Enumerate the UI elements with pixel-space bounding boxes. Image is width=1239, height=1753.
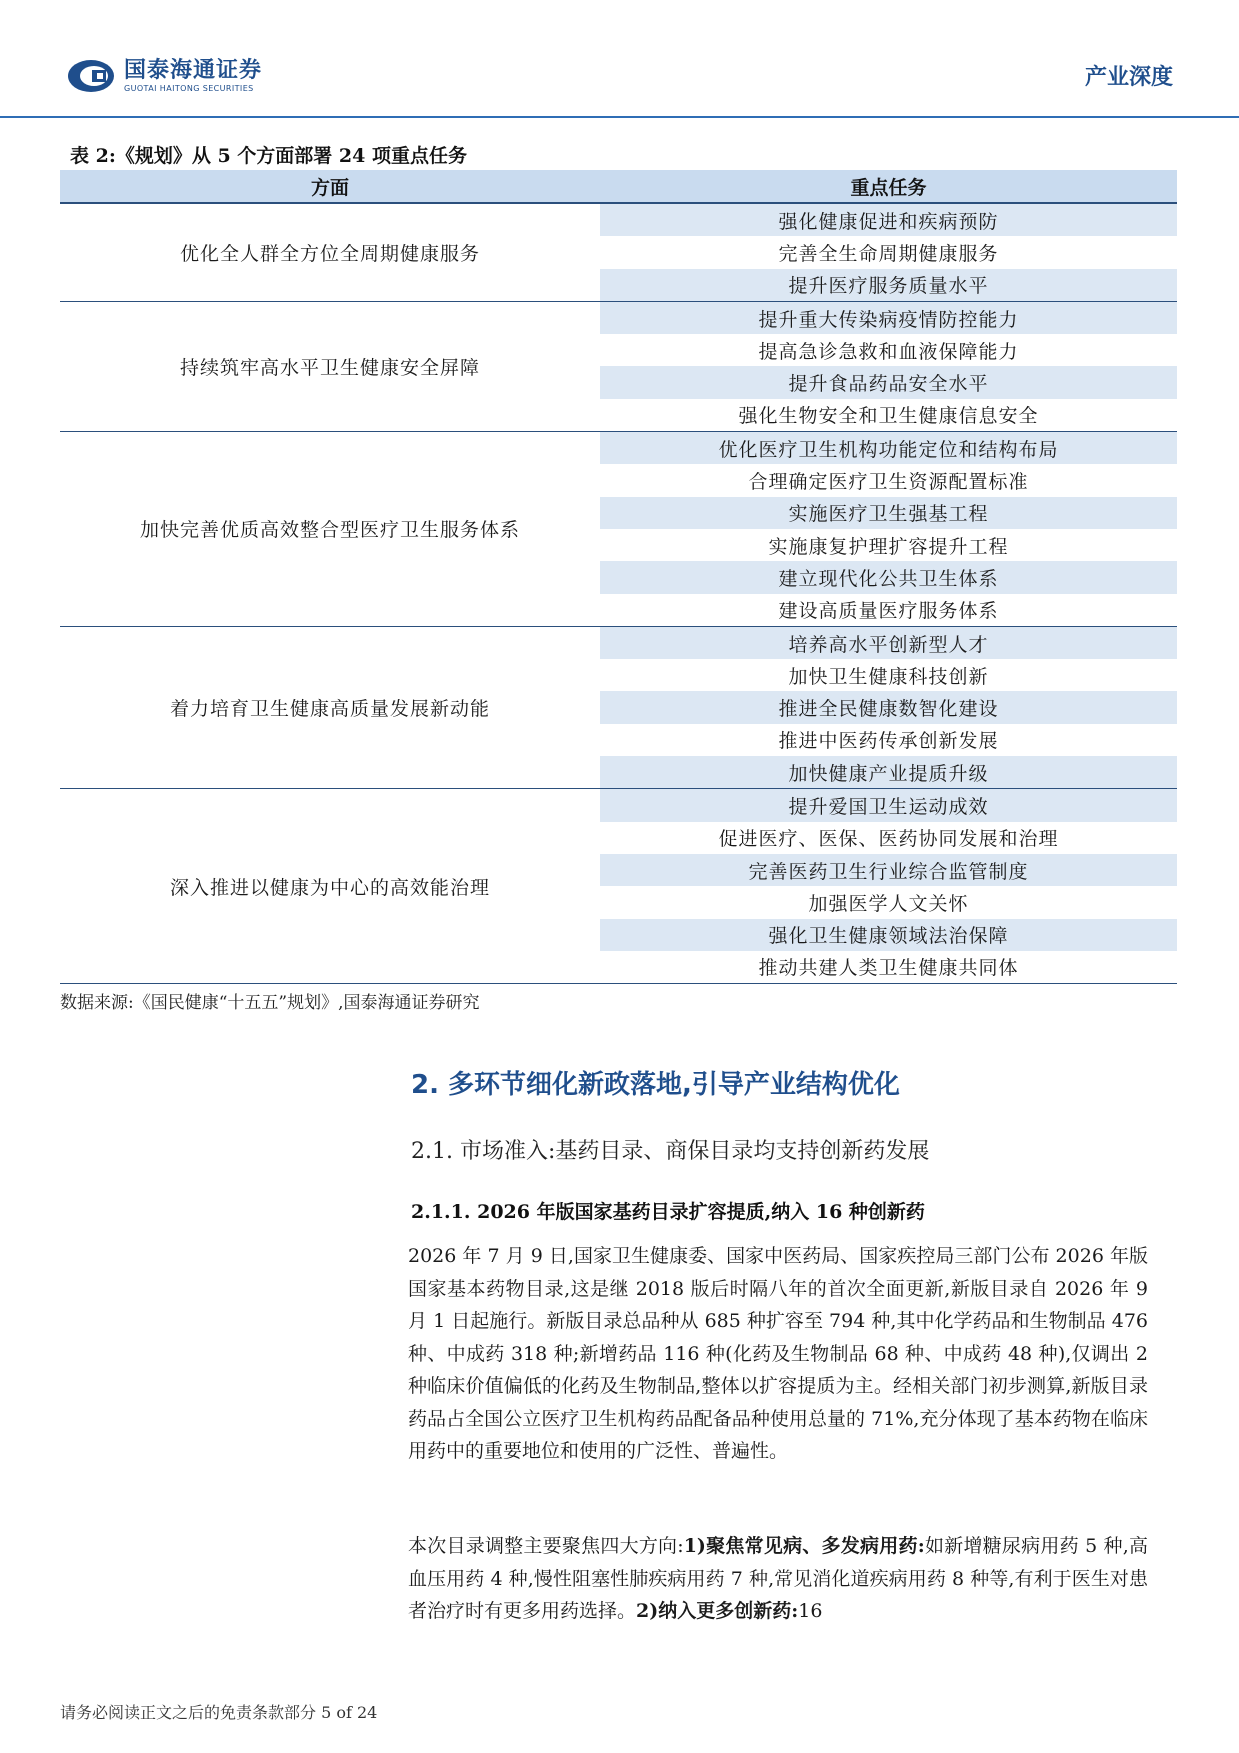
aspect-cell: 着力培育卫生健康高质量发展新动能 [60,626,600,788]
task-cell: 推进全民健康数智化建设 [600,691,1177,723]
paragraph-2-point-1: 1)聚焦常见病、多发病用药: [683,1535,925,1557]
logo-name-cn: 国泰海通证券 [124,58,263,83]
paragraph-2-point-1-text: 如新增糖尿病用药 5 种,高血压用药 4 种,慢性阻塞性肺疾病用药 7 种,常见消化道疾病用药 8 种等,有利于医生对患者治疗时有更多用药选择。 [408,1535,1148,1622]
page-footer: 请务必阅读正文之后的免责条款部分 5 of 24 [60,1703,378,1722]
task-cell: 合理确定医疗卫生资源配置标准 [748,471,1029,494]
aspect-cell: 优化全人群全方位全周期健康服务 [60,203,600,301]
task-cell: 实施康复护理扩容提升工程 [768,535,1009,558]
logo-name-en: GUOTAI HAITONG SECURITIES [124,84,254,93]
task-cell: 提升食品药品安全水平 [600,366,1177,398]
task-cell: 加快健康产业提质升级 [600,756,1177,789]
company-logo [66,58,262,94]
sub-subsection-heading: 2.1.1. 2026 年版国家基药目录扩容提质,纳入 16 种创新药 [411,1201,925,1223]
table-row [60,626,1177,659]
task-cell: 提升重大传染病疫情防控能力 [600,301,1177,334]
task-cell: 提高急诊急救和血液保障能力 [758,340,1019,363]
logo-mark-icon [66,58,116,94]
column-header-aspect: 方面 [60,170,600,203]
header-divider [0,116,1239,118]
task-cell: 优化医疗卫生机构功能定位和结构布局 [600,432,1177,465]
task-cell: 建立现代化公共卫生体系 [600,561,1177,593]
table-title: 表 2:《规划》从 5 个方面部署 24 项重点任务 [70,145,467,167]
task-cell: 建设高质量医疗服务体系 [778,600,999,623]
column-header-tasks: 重点任务 [600,170,1177,203]
paragraph-2-point-2: 2)纳入更多创新药: [636,1600,799,1622]
report-type-label: 产业深度 [1084,65,1173,90]
task-cell: 促进医疗、医保、医药协同发展和治理 [718,828,1059,851]
task-cell: 推动共建人类卫生健康共同体 [600,951,1177,984]
task-cell: 推进中医药传承创新发展 [778,730,999,753]
task-cell: 强化健康促进和疾病预防 [600,203,1177,236]
tasks-table [60,170,1177,984]
task-cell: 加快卫生健康科技创新 [788,665,989,688]
aspect-cell: 加快完善优质高效整合型医疗卫生服务体系 [60,432,600,627]
task-cell: 提升医疗服务质量水平 [600,269,1177,302]
aspect-cell: 深入推进以健康为中心的高效能治理 [60,789,600,984]
table-row [60,203,1177,236]
task-cell: 实施医疗卫生强基工程 [600,497,1177,529]
task-cell: 培养高水平创新型人才 [600,626,1177,659]
paragraph-2-intro: 本次目录调整主要聚焦四大方向: [408,1535,684,1557]
paragraph-1: 2026 年 7 月 9 日,国家卫生健康委、国家中医药局、国家疾控局三部门公布 2026 年版国家基本药物目录,这是继 2018 版后时隔八年的首次全面更新,新版目录自 2026 年 9 月 1 日起施行。新版目录总品种从 685 种扩容至 794 种,其中化学药品和生物制品 476 种、中成药 318 种;新增药品 116 种(化药及生物制品 68 种、中成药 48 种),仅调出 2 种临床价值偏低的化药及生物制品,整体以扩容提质为主。经相关部门初步测算,新版目录药品占全国公立医疗卫生机构药品配备品种使用总量的 71%,充分体现了基本药物在临床用药中的重要地位和使用的广泛性、普遍性。 [408,1245,1148,1462]
aspect-cell: 持续筑牢高水平卫生健康安全屏障 [60,301,600,431]
table-row [60,432,1177,465]
task-cell: 提升爱国卫生运动成效 [600,789,1177,822]
page-header [0,0,1239,118]
subsection-heading: 2.1. 市场准入:基药目录、商保目录均支持创新药发展 [411,1139,930,1164]
section-heading: 2. 多环节细化新政落地,引导产业结构优化 [411,1070,900,1100]
table-source: 数据来源:《国民健康“十五五”规划》,国泰海通证券研究 [60,993,480,1013]
task-cell: 强化卫生健康领域法治保障 [600,919,1177,951]
task-cell: 加强医学人文关怀 [808,892,969,915]
table-body [60,203,1177,984]
table-row [60,301,1177,334]
task-cell: 完善全生命周期健康服务 [778,242,999,265]
task-cell: 完善医药卫生行业综合监管制度 [600,854,1177,886]
table-row [60,789,1177,822]
task-cell: 强化生物安全和卫生健康信息安全 [738,405,1039,428]
paragraph-2-point-2-text: 16 [798,1600,823,1622]
table-header-row [60,170,1177,203]
paragraph-2 [408,1530,1148,1628]
